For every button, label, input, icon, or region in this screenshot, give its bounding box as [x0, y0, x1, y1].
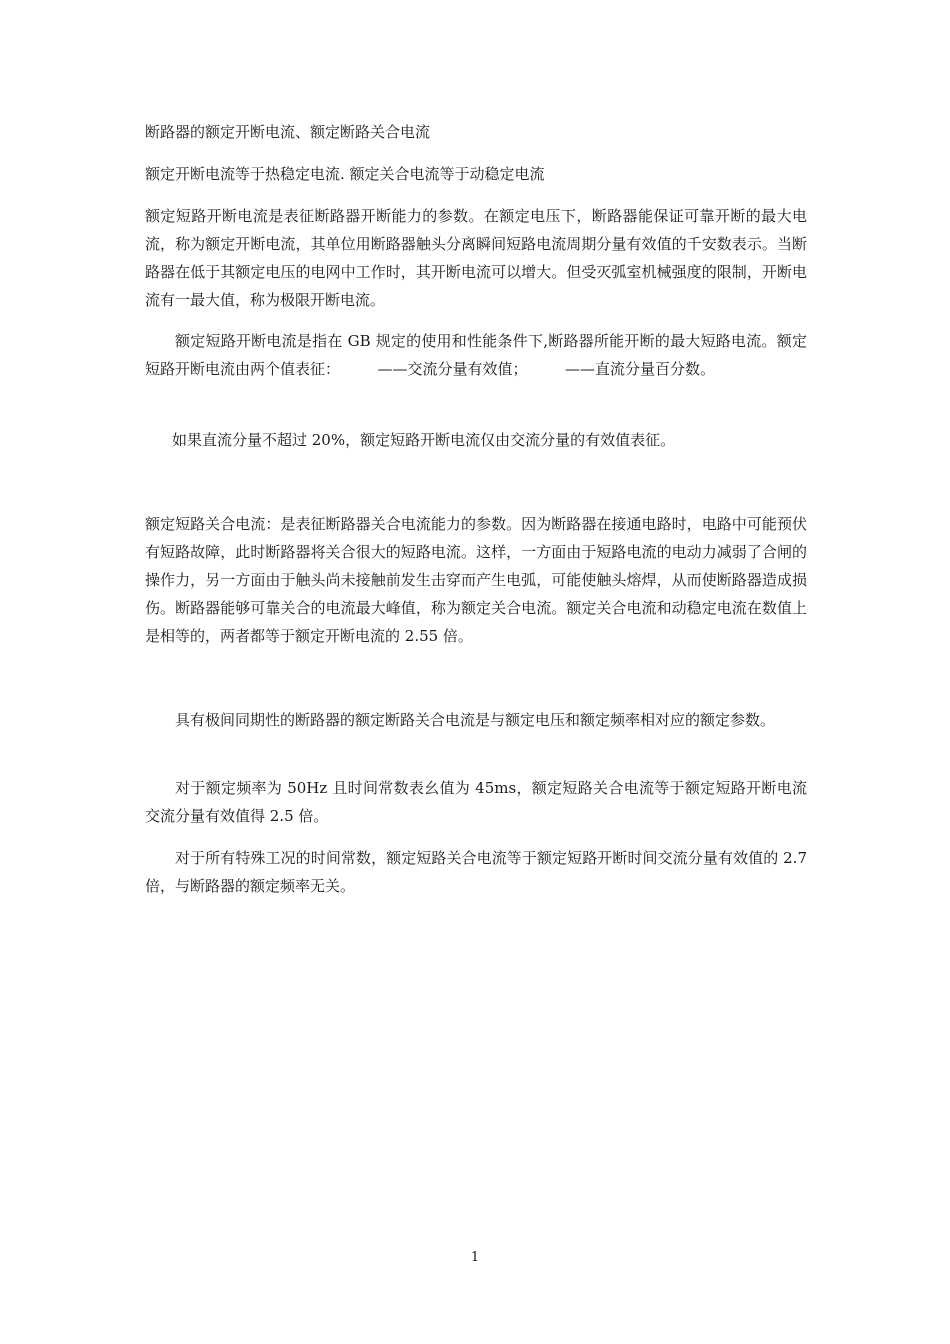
paragraph-dc-component: 如果直流分量不超过 20%，额定短路开断电流仅由交流分量的有效值表征。	[172, 431, 676, 449]
document-subtitle: 额定开断电流等于热稳定电流. 额定关合电流等于动稳定电流	[145, 165, 545, 183]
paragraph-gb-definition: 额定短路开断电流是指在 GB 规定的使用和性能条件下,断路器所能开断的最大短路电流。额定短路开断电流由两个值表征： ——交流分量有效值； ——直流分量百分数。	[145, 332, 807, 378]
paragraph-making-capacity: 额定短路关合电流：是表征断路器关合电流能力的参数。因为断路器在接通电路时，电路中可能预伏有短路故障，此时断路器将关合很大的短路电流。这样，一方面由于短路电流的电动力减弱了合闸的操作力，另一方面由于触头尚未接触前发生击穿而产生电弧，可能使触头熔焊，从而使断路器造成损伤。断路器能够可靠关合的电流最大峰值，称为额定关合电流。额定关合电流和动稳定电流在数值上是相等的，两者都等于额定开断电流的 2.55 倍。	[145, 515, 807, 645]
document-title: 断路器的额定开断电流、额定断路关合电流	[145, 123, 431, 141]
paragraph-50hz-time-constant: 对于额定频率为 50Hz 且时间常数表幺值为 45ms，额定短路关合电流等于额定短路开断电流交流分量有效值得 2.5 倍。	[145, 779, 807, 825]
paragraph-breaking-capacity: 额定短路开断电流是表征断路器开断能力的参数。在额定电压下，断路器能保证可靠开断的最大电流，称为额定开断电流，其单位用断路器触头分离瞬间短路电流周期分量有效值的千安数表示。当断路器在低于其额定电压的电网中工作时，其开断电流可以增大。但受灭弧室机械强度的限制，开断电流有一最大值，称为极限开断电流。	[145, 207, 807, 309]
paragraph-special-conditions: 对于所有特殊工况的时间常数，额定短路关合电流等于额定短路开断时间交流分量有效值的 2.7 倍，与断路器的额定频率无关。	[145, 849, 807, 895]
paragraph-pole-synchronism: 具有极间同期性的断路器的额定断路关合电流是与额定电压和额定频率相对应的额定参数。	[175, 711, 776, 729]
page-number: 1	[470, 1250, 480, 1265]
